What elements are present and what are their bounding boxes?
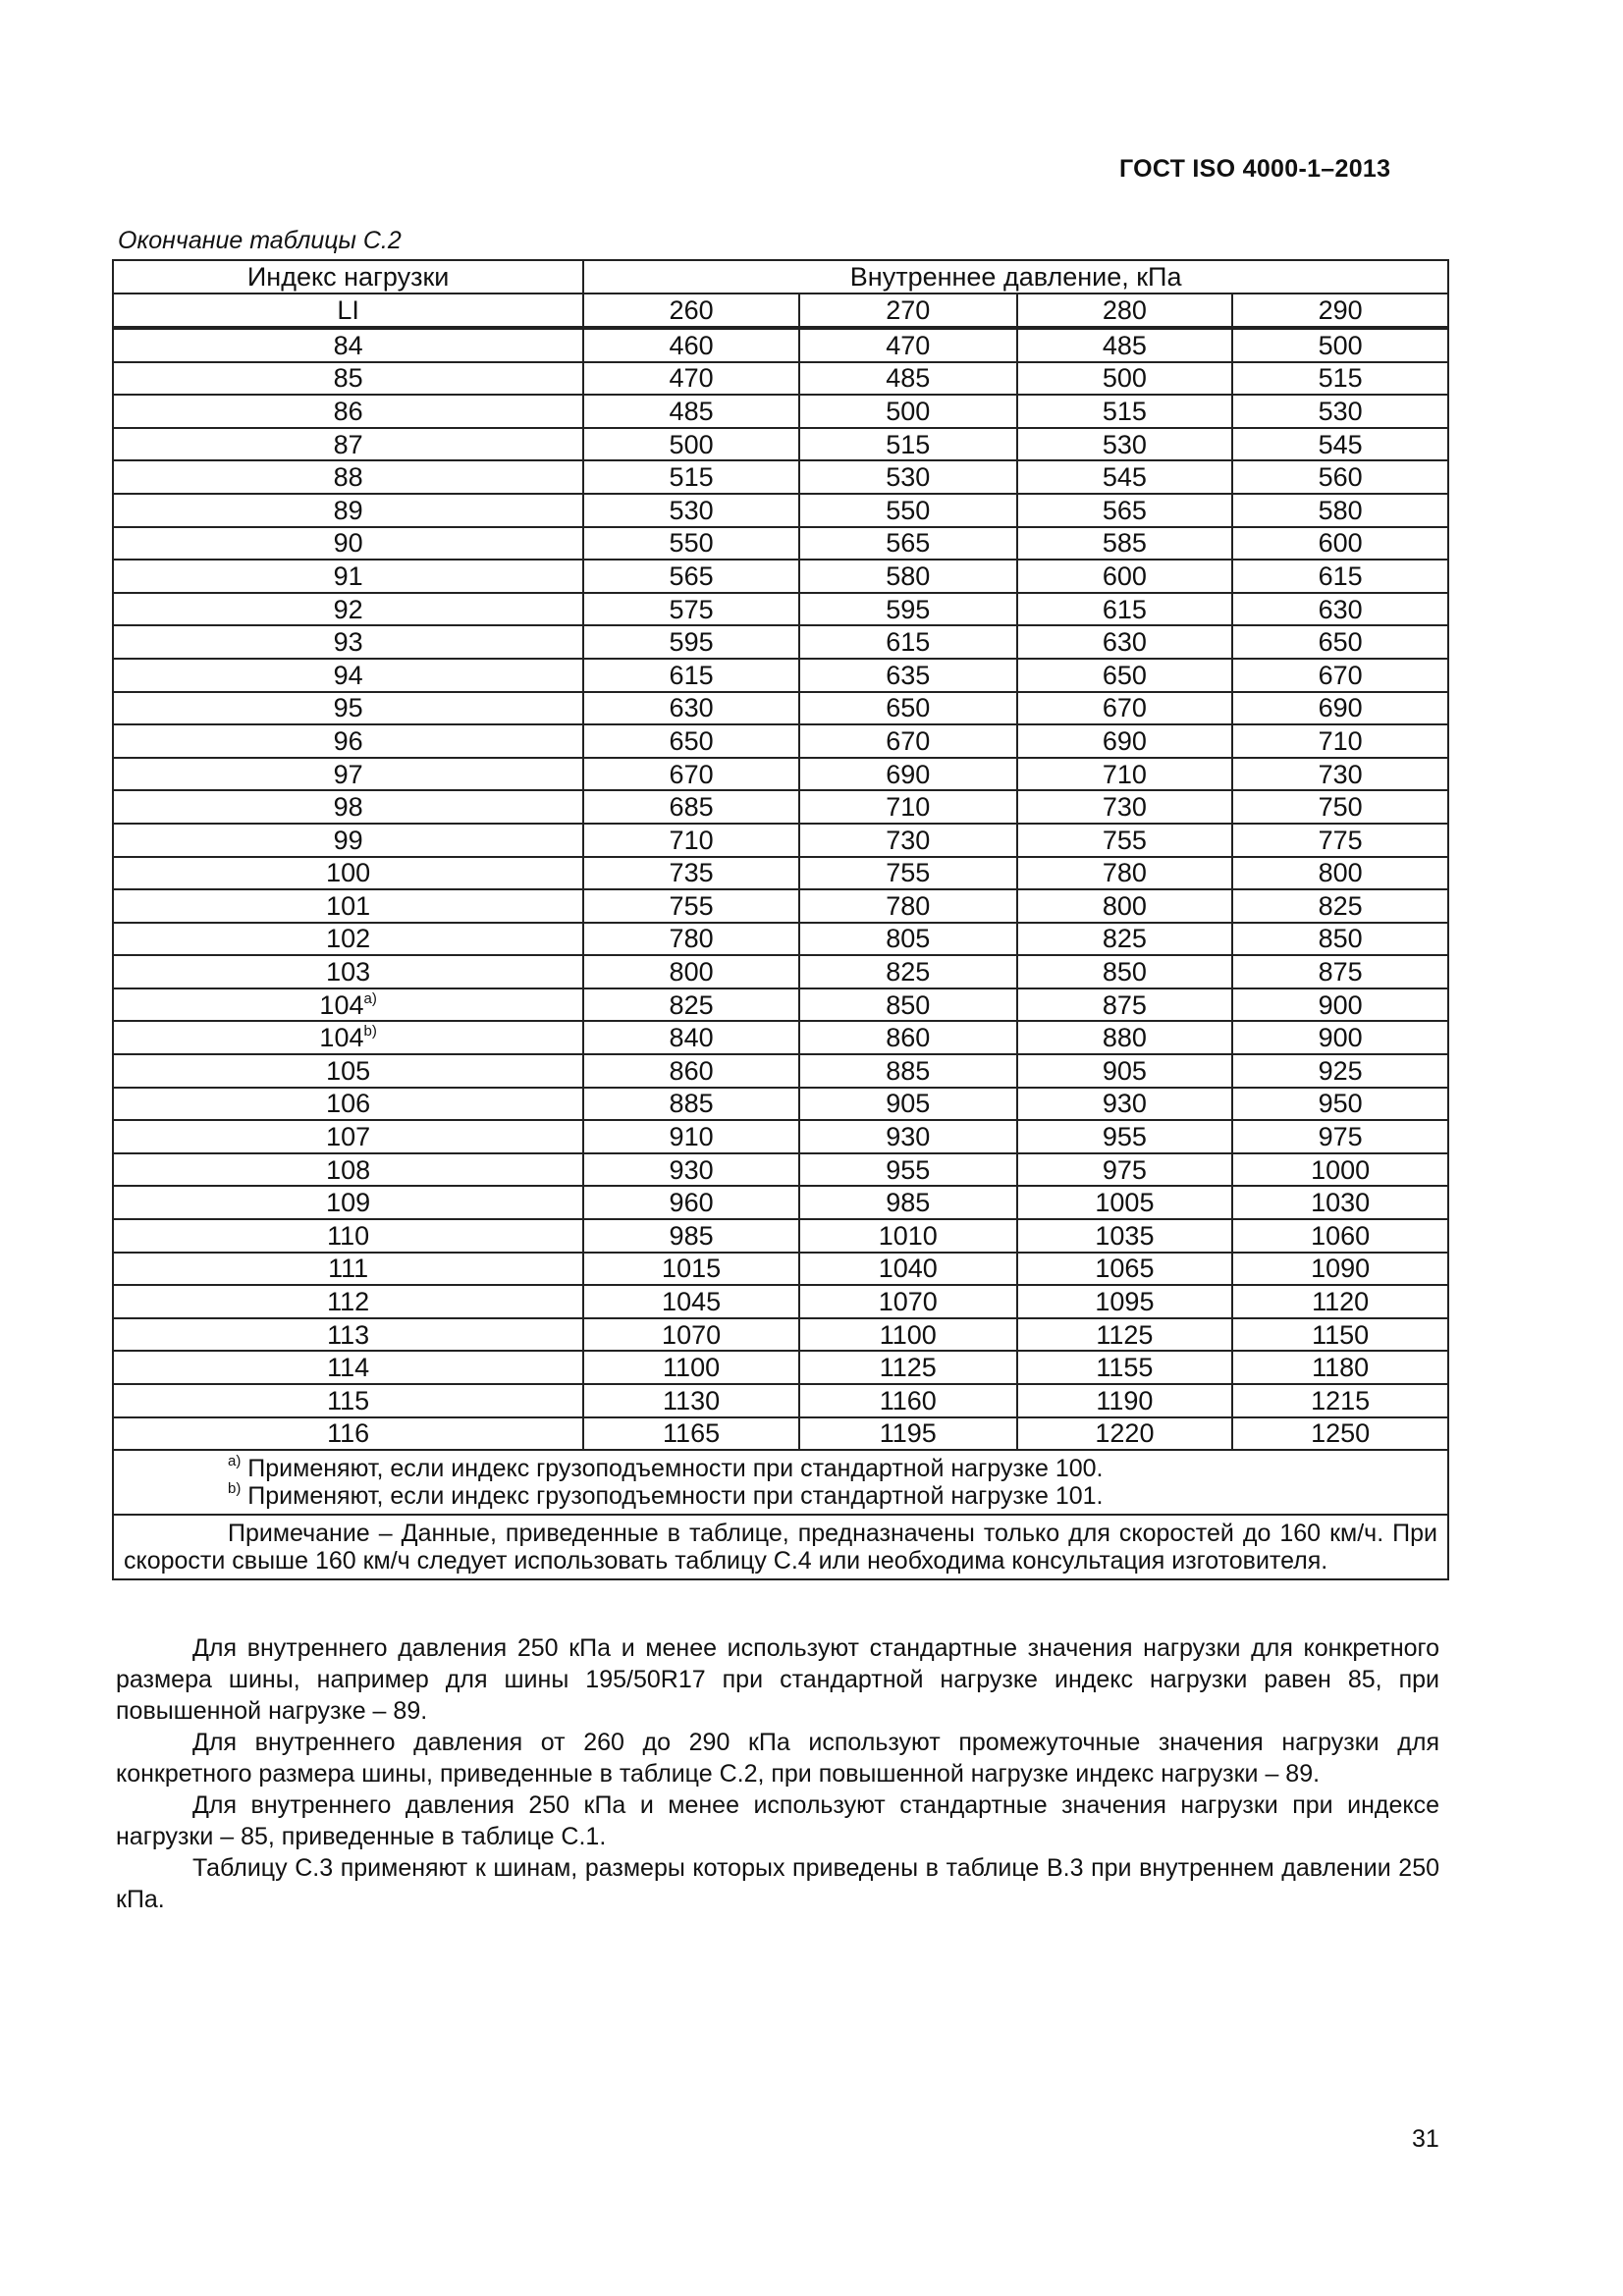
table-row	[113, 889, 1448, 923]
table-row	[113, 1253, 1448, 1286]
load-value-cell: 690	[1232, 692, 1448, 725]
remark-row	[113, 1515, 1448, 1579]
load-value-cell: 1010	[799, 1219, 1017, 1253]
load-value-cell: 800	[1232, 857, 1448, 890]
load-value-cell: 470	[583, 362, 799, 396]
load-index-value: 107	[326, 1122, 371, 1152]
table-row	[113, 790, 1448, 824]
load-value-cell: 580	[799, 560, 1017, 593]
document-header: ГОСТ ISO 4000-1–2013	[1119, 155, 1391, 183]
load-value-cell: 710	[1017, 758, 1233, 791]
load-value-cell: 470	[799, 328, 1017, 362]
load-index-cell	[113, 1186, 583, 1219]
table-row	[113, 560, 1448, 593]
load-index-cell	[113, 428, 583, 461]
load-value-cell: 1120	[1232, 1285, 1448, 1318]
load-value-cell: 690	[1017, 724, 1233, 758]
load-value-cell: 515	[799, 428, 1017, 461]
load-value-cell: 955	[799, 1153, 1017, 1187]
load-value-cell: 850	[1232, 923, 1448, 956]
load-index-value: 99	[333, 825, 363, 855]
footnote-ref: b)	[363, 1023, 377, 1041]
load-value-cell: 1040	[799, 1253, 1017, 1286]
load-index-cell	[113, 395, 583, 428]
load-value-cell: 515	[1017, 395, 1233, 428]
load-index-cell	[113, 923, 583, 956]
load-value-cell: 875	[1232, 955, 1448, 988]
load-index-value: 113	[327, 1319, 370, 1350]
load-value-cell: 1250	[1232, 1417, 1448, 1451]
load-value-cell: 780	[1017, 857, 1233, 890]
table-row	[113, 1417, 1448, 1451]
table-row	[113, 1153, 1448, 1187]
load-value-cell: 975	[1017, 1153, 1233, 1187]
load-value-cell: 755	[583, 889, 799, 923]
load-index-value: 104	[319, 1023, 364, 1053]
load-index-cell	[113, 328, 583, 362]
load-value-cell: 635	[799, 659, 1017, 692]
load-value-cell: 1000	[1232, 1153, 1448, 1187]
load-index-value: 103	[326, 957, 371, 988]
load-value-cell: 595	[799, 593, 1017, 626]
load-index-cell	[113, 527, 583, 561]
load-index-cell	[113, 1351, 583, 1384]
load-value-cell: 670	[799, 724, 1017, 758]
load-value-cell: 1045	[583, 1285, 799, 1318]
load-value-cell: 1180	[1232, 1351, 1448, 1384]
load-index-value: 116	[327, 1418, 370, 1449]
load-value-cell: 615	[1017, 593, 1233, 626]
load-value-cell: 925	[1232, 1054, 1448, 1088]
load-index-value: 98	[333, 792, 363, 823]
paragraph-2: Для внутреннего давления от 260 до 290 кПа используют промежуточные значения нагрузки для конкретного размера шины, приведенные в таблице С.2, при повышенной нагрузке индекс нагрузки – 89.	[116, 1729, 1439, 1788]
load-value-cell: 1005	[1017, 1186, 1233, 1219]
load-value-cell: 565	[583, 560, 799, 593]
load-value-cell: 860	[583, 1054, 799, 1088]
load-index-cell	[113, 1384, 583, 1417]
load-index-value: 115	[327, 1385, 370, 1415]
table-row	[113, 362, 1448, 396]
load-value-cell: 910	[583, 1120, 799, 1153]
load-index-value: 108	[326, 1154, 371, 1185]
load-value-cell: 805	[799, 923, 1017, 956]
load-value-cell: 670	[1232, 659, 1448, 692]
load-index-value: 91	[333, 561, 363, 591]
load-index-cell	[113, 1054, 583, 1088]
load-value-cell: 900	[1232, 1021, 1448, 1054]
load-index-value: 109	[326, 1188, 371, 1218]
table-row	[113, 692, 1448, 725]
load-value-cell: 755	[1017, 824, 1233, 857]
footnote-b-mark: b)	[228, 1480, 242, 1498]
table-header-row	[113, 260, 1448, 294]
table-row	[113, 1384, 1448, 1417]
load-index-cell	[113, 460, 583, 494]
load-value-cell: 530	[583, 494, 799, 527]
index-column-subheader: LI	[113, 294, 583, 328]
load-value-cell: 615	[799, 625, 1017, 659]
table-row	[113, 593, 1448, 626]
footnotes-row	[113, 1450, 1448, 1515]
pressure-column-header: Внутреннее давление, кПа	[583, 260, 1448, 294]
load-value-cell: 500	[799, 395, 1017, 428]
load-value-cell: 485	[799, 362, 1017, 396]
load-value-cell: 1070	[799, 1285, 1017, 1318]
paragraph-3: Для внутреннего давления 250 кПа и менее используют стандартные значения нагрузки при индексе нагрузки – 85, приведенные в таблице С.1.	[116, 1791, 1439, 1850]
table-row	[113, 758, 1448, 791]
load-value-cell: 595	[583, 625, 799, 659]
load-index-value: 92	[333, 594, 363, 624]
load-value-cell: 500	[583, 428, 799, 461]
load-value-cell: 630	[1232, 593, 1448, 626]
load-index-cell	[113, 1285, 583, 1318]
load-value-cell: 565	[1017, 494, 1233, 527]
footnote-ref: a)	[363, 989, 377, 1007]
load-index-value: 84	[333, 330, 363, 360]
load-value-cell: 1090	[1232, 1253, 1448, 1286]
load-index-cell	[113, 857, 583, 890]
load-index-cell	[113, 824, 583, 857]
table-row	[113, 988, 1448, 1022]
load-value-cell: 460	[583, 328, 799, 362]
table-row	[113, 1021, 1448, 1054]
load-index-cell	[113, 494, 583, 527]
table-row	[113, 724, 1448, 758]
load-value-cell: 710	[583, 824, 799, 857]
load-index-cell	[113, 659, 583, 692]
load-value-cell: 565	[799, 527, 1017, 561]
footnote-b-text: Применяют, если индекс грузоподъемности при стандартной нагрузке 101.	[247, 1482, 1104, 1511]
load-index-value: 101	[326, 890, 371, 921]
load-index-cell	[113, 593, 583, 626]
load-value-cell: 650	[583, 724, 799, 758]
load-value-cell: 500	[1232, 328, 1448, 362]
load-value-cell: 550	[799, 494, 1017, 527]
load-value-cell: 930	[799, 1120, 1017, 1153]
footnote-b	[124, 1482, 1437, 1510]
load-index-cell	[113, 560, 583, 593]
load-value-cell: 545	[1017, 460, 1233, 494]
table-row	[113, 395, 1448, 428]
load-value-cell: 775	[1232, 824, 1448, 857]
table-row	[113, 659, 1448, 692]
load-value-cell: 690	[799, 758, 1017, 791]
table-row	[113, 1088, 1448, 1121]
load-value-cell: 550	[583, 527, 799, 561]
load-index-cell	[113, 889, 583, 923]
table-row	[113, 460, 1448, 494]
load-value-cell: 515	[1232, 362, 1448, 396]
load-value-cell: 560	[1232, 460, 1448, 494]
load-value-cell: 755	[799, 857, 1017, 890]
pressure-270-header: 270	[799, 294, 1017, 328]
load-value-cell: 530	[1017, 428, 1233, 461]
load-value-cell: 515	[583, 460, 799, 494]
load-value-cell: 930	[583, 1153, 799, 1187]
load-value-cell: 545	[1232, 428, 1448, 461]
load-value-cell: 960	[583, 1186, 799, 1219]
load-index-cell	[113, 692, 583, 725]
load-value-cell: 600	[1232, 527, 1448, 561]
load-value-cell: 955	[1017, 1120, 1233, 1153]
load-value-cell: 650	[799, 692, 1017, 725]
table-row	[113, 328, 1448, 362]
load-value-cell: 825	[1232, 889, 1448, 923]
load-index-cell	[113, 1253, 583, 1286]
load-index-cell	[113, 1153, 583, 1187]
load-value-cell: 1065	[1017, 1253, 1233, 1286]
load-value-cell: 800	[583, 955, 799, 988]
load-value-cell: 825	[583, 988, 799, 1022]
load-index-value: 90	[333, 528, 363, 559]
load-value-cell: 1155	[1017, 1351, 1233, 1384]
load-value-cell: 950	[1232, 1088, 1448, 1121]
load-value-cell: 710	[799, 790, 1017, 824]
load-index-value: 110	[327, 1220, 370, 1251]
load-index-value: 96	[333, 725, 363, 756]
load-index-cell	[113, 758, 583, 791]
load-value-cell: 600	[1017, 560, 1233, 593]
load-index-cell	[113, 362, 583, 396]
load-value-cell: 1035	[1017, 1219, 1233, 1253]
load-value-cell: 1100	[583, 1351, 799, 1384]
load-index-cell	[113, 1219, 583, 1253]
pressure-280-header: 280	[1017, 294, 1233, 328]
load-value-cell: 585	[1017, 527, 1233, 561]
load-value-cell: 580	[1232, 494, 1448, 527]
load-index-cell	[113, 988, 583, 1022]
load-value-cell: 615	[583, 659, 799, 692]
load-index-cell	[113, 1088, 583, 1121]
load-index-cell	[113, 790, 583, 824]
table-row	[113, 1054, 1448, 1088]
table-row	[113, 428, 1448, 461]
load-index-value: 114	[327, 1353, 370, 1383]
load-index-value: 89	[333, 495, 363, 525]
load-value-cell: 850	[799, 988, 1017, 1022]
table-row	[113, 1285, 1448, 1318]
load-value-cell: 485	[1017, 328, 1233, 362]
load-index-cell	[113, 955, 583, 988]
load-value-cell: 1100	[799, 1318, 1017, 1352]
load-index-cell	[113, 724, 583, 758]
load-value-cell: 825	[1017, 923, 1233, 956]
load-index-cell	[113, 625, 583, 659]
load-value-cell: 1160	[799, 1384, 1017, 1417]
load-value-cell: 875	[1017, 988, 1233, 1022]
load-index-value: 87	[333, 429, 363, 459]
footnotes-cell	[113, 1450, 1448, 1515]
load-index-value: 93	[333, 627, 363, 658]
table-row	[113, 625, 1448, 659]
load-value-cell: 650	[1017, 659, 1233, 692]
load-value-cell: 485	[583, 395, 799, 428]
table-row	[113, 955, 1448, 988]
load-value-cell: 975	[1232, 1120, 1448, 1153]
table-row	[113, 527, 1448, 561]
table-row	[113, 1186, 1448, 1219]
load-value-cell: 885	[583, 1088, 799, 1121]
load-value-cell: 1015	[583, 1253, 799, 1286]
load-index-value: 95	[333, 693, 363, 723]
load-index-cell	[113, 1417, 583, 1451]
load-index-value: 105	[326, 1055, 371, 1086]
load-index-value: 104	[319, 989, 364, 1020]
table-row	[113, 1318, 1448, 1352]
load-value-cell: 930	[1017, 1088, 1233, 1121]
load-value-cell: 985	[799, 1186, 1017, 1219]
load-value-cell: 750	[1232, 790, 1448, 824]
load-value-cell: 730	[1017, 790, 1233, 824]
load-value-cell: 1190	[1017, 1384, 1233, 1417]
load-index-value: 86	[333, 396, 363, 426]
load-value-cell: 530	[799, 460, 1017, 494]
load-index-cell	[113, 1318, 583, 1352]
load-value-cell: 1195	[799, 1417, 1017, 1451]
load-index-value: 85	[333, 363, 363, 394]
load-value-cell: 575	[583, 593, 799, 626]
table-subheader-row	[113, 294, 1448, 328]
table-row	[113, 857, 1448, 890]
load-value-cell: 710	[1232, 724, 1448, 758]
body-text	[116, 1632, 1439, 1915]
load-pressure-table	[112, 259, 1449, 1580]
load-value-cell: 530	[1232, 395, 1448, 428]
footnote-a-mark: a)	[228, 1453, 242, 1470]
load-value-cell: 1030	[1232, 1186, 1448, 1219]
index-column-header: Индекс нагрузки	[113, 260, 583, 294]
load-value-cell: 885	[799, 1054, 1017, 1088]
load-value-cell: 500	[1017, 362, 1233, 396]
load-value-cell: 1070	[583, 1318, 799, 1352]
load-value-cell: 1165	[583, 1417, 799, 1451]
load-value-cell: 1125	[1017, 1318, 1233, 1352]
load-value-cell: 905	[799, 1088, 1017, 1121]
load-value-cell: 1060	[1232, 1219, 1448, 1253]
load-value-cell: 880	[1017, 1021, 1233, 1054]
table-caption: Окончание таблицы С.2	[118, 227, 402, 254]
pressure-260-header: 260	[583, 294, 799, 328]
load-value-cell: 685	[583, 790, 799, 824]
load-value-cell: 840	[583, 1021, 799, 1054]
load-index-cell	[113, 1021, 583, 1054]
table-row	[113, 923, 1448, 956]
load-value-cell: 905	[1017, 1054, 1233, 1088]
load-index-value: 94	[333, 660, 363, 690]
load-value-cell: 630	[1017, 625, 1233, 659]
page-number: 31	[1412, 2125, 1439, 2153]
load-value-cell: 670	[583, 758, 799, 791]
load-value-cell: 730	[799, 824, 1017, 857]
load-index-value: 102	[326, 924, 371, 954]
table-row	[113, 1219, 1448, 1253]
load-index-value: 106	[326, 1089, 371, 1119]
paragraph-1: Для внутреннего давления 250 кПа и менее используют стандартные значения нагрузки для конкретного размера шины, например для шины 195/50R17 при стандартной нагрузке индекс нагрузки равен 85, при повышенной нагрузке – 89.	[116, 1634, 1439, 1725]
table-remark: Примечание – Данные, приведенные в таблице, предназначены только для скоростей до 160 км/ч. При скорости свыше 160 км/ч следует использовать таблицу С.4 или необходима консультация изготовителя.	[124, 1520, 1437, 1575]
table-row	[113, 1351, 1448, 1384]
load-value-cell: 900	[1232, 988, 1448, 1022]
load-value-cell: 1095	[1017, 1285, 1233, 1318]
load-index-value: 111	[328, 1254, 369, 1284]
load-index-value: 97	[333, 759, 363, 789]
load-value-cell: 1215	[1232, 1384, 1448, 1417]
load-value-cell: 630	[583, 692, 799, 725]
table-row	[113, 1120, 1448, 1153]
load-index-cell	[113, 1120, 583, 1153]
load-value-cell: 730	[1232, 758, 1448, 791]
table-row	[113, 824, 1448, 857]
table-row	[113, 494, 1448, 527]
load-index-value: 100	[326, 858, 371, 888]
load-value-cell: 825	[799, 955, 1017, 988]
load-index-value: 112	[327, 1287, 370, 1317]
load-value-cell: 1220	[1017, 1417, 1233, 1451]
load-value-cell: 1130	[583, 1384, 799, 1417]
load-index-value: 88	[333, 462, 363, 493]
load-value-cell: 1150	[1232, 1318, 1448, 1352]
load-value-cell: 780	[799, 889, 1017, 923]
load-value-cell: 800	[1017, 889, 1233, 923]
load-value-cell: 780	[583, 923, 799, 956]
load-value-cell: 650	[1232, 625, 1448, 659]
load-value-cell: 1125	[799, 1351, 1017, 1384]
load-value-cell: 860	[799, 1021, 1017, 1054]
footnote-a	[124, 1455, 1437, 1482]
load-value-cell: 985	[583, 1219, 799, 1253]
paragraph-4: Таблицу С.3 применяют к шинам, размеры которых приведены в таблице В.3 при внутреннем давлении 250 кПа.	[116, 1854, 1439, 1913]
pressure-290-header: 290	[1232, 294, 1448, 328]
footnote-a-text: Применяют, если индекс грузоподъемности при стандартной нагрузке 100.	[247, 1455, 1104, 1483]
load-value-cell: 615	[1232, 560, 1448, 593]
load-value-cell: 735	[583, 857, 799, 890]
load-value-cell: 670	[1017, 692, 1233, 725]
load-value-cell: 850	[1017, 955, 1233, 988]
